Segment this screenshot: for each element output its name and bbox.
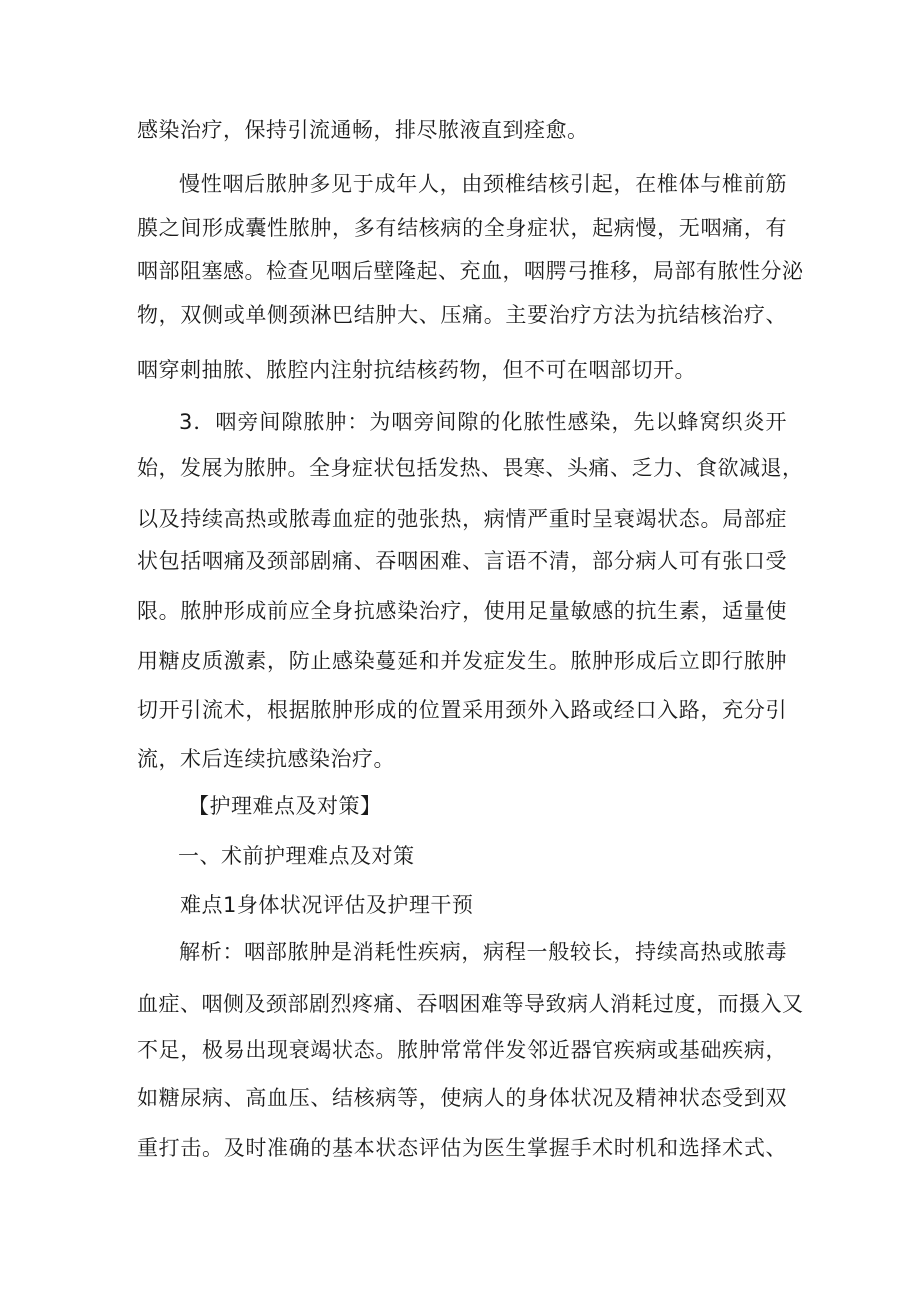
paragraph-line: 重打击。及时准确的基本状态评估为医生掌握手术时机和选择术式、 xyxy=(137,1136,787,1160)
paragraph-line: 慢性咽后脓肿多见于成年人，由颈椎结核引起，在椎体与椎前筋 xyxy=(179,172,787,196)
paragraph-line: 物，双侧或单侧颈淋巴结肿大、压痛。主要治疗方法为抗结核治疗、 xyxy=(137,303,787,327)
paragraph-line: 不足，极易出现衰竭状态。脓肿常常伴发邻近器官疾病或基础疾病， xyxy=(137,1038,787,1062)
paragraph-line: 以及持续高热或脓毒血症的弛张热，病情严重时呈衰竭状态。局部症 xyxy=(137,507,787,531)
paragraph-line: 用糖皮质激素，防止感染蔓延和并发症发生。脓肿形成后立即行脓肿 xyxy=(137,649,787,673)
subsection-title: 一、术前护理难点及对策 xyxy=(178,844,415,868)
paragraph-line: 始，发展为脓肿。全身症状包括发热、畏寒、头痛、乏力、食欲减退， xyxy=(137,456,804,480)
paragraph-line: 流，术后连续抗感染治疗。 xyxy=(137,747,395,771)
paragraph-line: 感染治疗，保持引流通畅，排尽脓液直到痊愈。 xyxy=(137,118,589,142)
section-title: 【护理难点及对策】 xyxy=(188,794,382,818)
paragraph-line: 状包括咽痛及颈部剧痛、吞咽困难、言语不清，部分病人可有张口受 xyxy=(137,549,787,573)
paragraph-line: 咽部阻塞感。检查见咽后壁隆起、充血，咽腭弓推移，局部有脓性分泌 xyxy=(137,259,804,283)
paragraph-line: 咽穿刺抽脓、脓腔内注射抗结核药物，但不可在咽部切开。 xyxy=(137,358,696,382)
paragraph-line: 膜之间形成囊性脓肿，多有结核病的全身症状，起病慢，无咽痛，有 xyxy=(137,216,787,240)
paragraph-line: 解析：咽部脓肿是消耗性疾病，病程一般较长，持续高热或脓毒 xyxy=(179,940,787,964)
paragraph-line: 血症、咽侧及颈部剧烈疼痛、吞咽困难等导致病人消耗过度，而摄入又 xyxy=(137,992,804,1016)
difficulty-title: 难点1身体状况评估及护理干预 xyxy=(180,893,474,917)
paragraph-line: 限。脓肿形成前应全身抗感染治疗，使用足量敏感的抗生素，适量使 xyxy=(137,599,787,623)
paragraph-line: 切开引流术，根据脓肿形成的位置采用颈外入路或经口入路，充分引 xyxy=(137,698,787,722)
paragraph-line: 3．咽旁间隙脓肿：为咽旁间隙的化脓性感染，先以蜂窝织炎开 xyxy=(179,410,787,434)
paragraph-line: 如糖尿病、高血压、结核病等，使病人的身体状况及精神状态受到双 xyxy=(137,1086,787,1110)
